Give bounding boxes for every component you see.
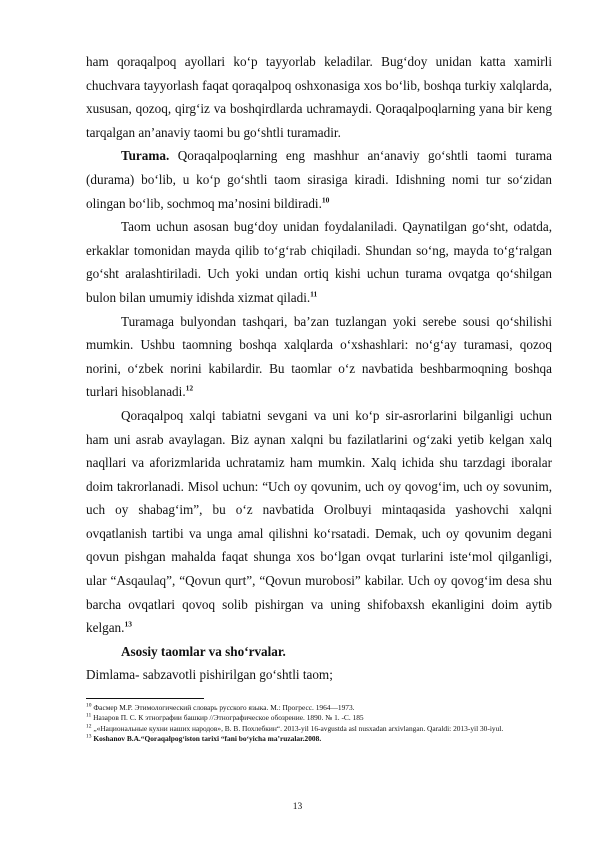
footnote-ref-13: 13 <box>124 619 132 629</box>
footnote-text: Назаров П. С. К этнографии башкир //Этнографическое обозрение. 1890. № 1. -С. 185 <box>91 713 364 723</box>
paragraph-5-text: Qoraqalpoq xalqi tabiatni sevgani va uni ko‘p sir-asrorlarini bilganligi uchun ham uni asrab avaylagan. Biz aynan xalqni bu fazilatlarini og‘zaki yetib kelgan xalq naqllari va aforizmlarida uchratamiz ham mumkin. Xalq ichida shu tarzdagi iboralar doim takrorlanadi. Misol uchun: “Uch oy qovunim, uch oy qovog‘im, uch oy sovunim, uch oy shabag‘im”, bu o‘z navbatida Orolbuyi mintaqasida yashovchi xalqni ovqatlanish tartibi va unga amal qilishni ko‘rsatadi. Demak, uch oy qovunim degani qovun pishgan mahalda faqat shunga xos bo‘lgan ovqat turlarini iste‘mol qilganligi, ular “Asqaulaq”, “Qovun qurt”, “Qovun murobosi” kabilar. Uch oy qovog‘im desa shu barcha ovqatlari qovoq solib pishirgan va uning shifobaxsh ekanligini doim aytib kelgan. <box>86 407 552 636</box>
paragraph-1 <box>86 50 552 144</box>
footnote-11 <box>86 713 552 723</box>
paragraph-1-text: ham qoraqalpoq ayollari ko‘p tayyorlab keladilar. Bug‘doy unidan katta xamirli chuchvara tayyorlash faqat qoraqalpoq oshxonasiga xos bo‘lib, boshqa turkiy xalqlarda, xususan, qozoq, qirg‘iz va boshqirdlarda uchramaydi. Qoraqalpoqlarning yana bir keng tarqalgan an’anaviy taomi bu go‘shtli turamadir. <box>86 54 552 140</box>
paragraph-turama <box>86 144 552 215</box>
footnote-ref-10: 10 <box>321 195 330 205</box>
page-body <box>86 50 552 745</box>
paragraph-6-text: Dimlama- sabzavotli pishirilgan go‘shtli taom; <box>86 667 333 683</box>
section-heading-period: . <box>282 643 286 659</box>
paragraph-turama-text: Qoraqalpoqlarning eng mashhur an‘anaviy go‘shtli taomi turama (durama) bo‘lib, u ko‘p go‘shtli taom sirasiga kiradi. Idishning nomi tur so‘zidan olingan bo‘lib, sochmoq ma’nosini bildiradi. <box>86 148 552 211</box>
footnote-13 <box>86 734 552 744</box>
footnote-text: Koshanov B.A.“Qoraqalpog‘iston tarixi “fani bo‘yicha ma’ruzalar.2008. <box>91 734 322 744</box>
footnote-10 <box>86 703 552 713</box>
footnote-number: 10 <box>86 702 92 709</box>
paragraph-3-text: Taom uchun asosan bug‘doy unidan foydalaniladi. Qaynatilgan go‘sht, odatda, erkaklar tomonidan mayda qilib to‘g‘rab chiqiladi. Shundan so‘ng, mayda to‘g‘ralgan go‘sht aralashtiriladi. Uch yoki undan ortiq kishi uchun turama ovqatga qo‘shilgan bulon bilan umumiy idishda xizmat qiladi. <box>86 219 552 305</box>
paragraph-3 <box>86 215 552 309</box>
footnote-number: 11 <box>86 712 92 719</box>
section-heading-text: Asosiy taomlar va sho‘rvalar <box>121 643 283 659</box>
footnote-number: 13 <box>86 733 92 740</box>
page-number: 13 <box>292 802 303 812</box>
footnote-text: Фасмер М.Р. Этимологический словарь русского языка. М.: Прогресс. 1964—1973. <box>91 703 355 713</box>
footnote-ref-12: 12 <box>185 383 194 393</box>
section-heading <box>86 640 552 664</box>
turama-heading: Turama. <box>121 148 170 164</box>
paragraph-4-text: Turamaga bulyondan tashqari, ba’zan tuzlangan yoki serebe sousi qo‘shilishi mumkin. Ushbu taomning boshqa xalqlarda o‘xshashlari: no‘g‘ay turamasi, qozoq norini, o‘zbek norini kabilardir. Bu taomlar o‘z navbatida beshbarmoqning boshqa turlari hisoblanadi. <box>86 313 552 400</box>
footnote-12 <box>86 724 552 734</box>
footnote-ref-11: 11 <box>310 289 318 299</box>
footnote-divider <box>86 698 204 699</box>
paragraph-5 <box>86 404 552 640</box>
paragraph-6 <box>86 663 552 687</box>
footnote-text: „«Национальные кухни наших народов», В. В. Похлебкин“. 2013-yil 16-avgustda asl nusxadan arxivlangan. Qaraldi: 2013-yil 30-iyul. <box>91 723 504 733</box>
paragraph-4 <box>86 310 552 404</box>
footnote-number: 12 <box>86 723 92 730</box>
